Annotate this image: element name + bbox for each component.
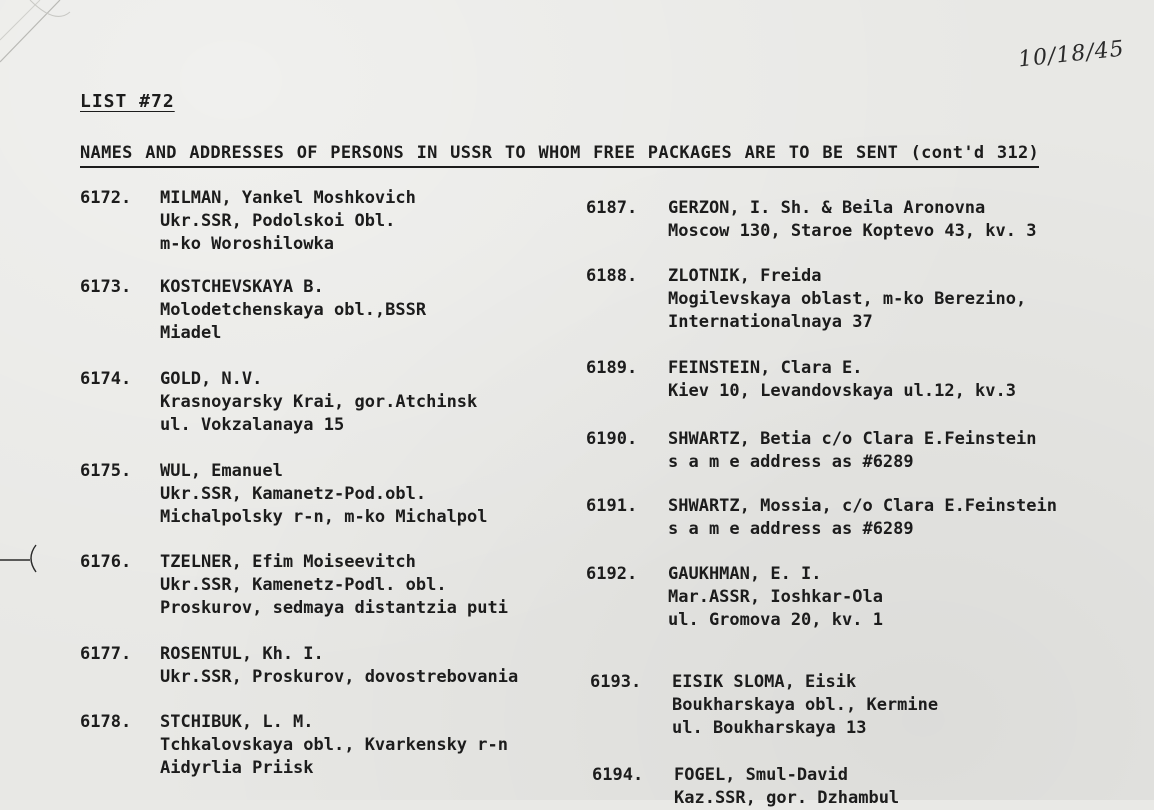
entry-address-line: Aidyrlia Priisk [160, 758, 314, 778]
entry-address-line: Ukr.SSR, Kamenetz-Podl. obl. [160, 575, 447, 595]
entry-address-line: Tchkalovskaya obl., Kvarkensky r-n [160, 735, 508, 755]
entry-number: 6193. [590, 672, 642, 692]
entry-name: EISIK SLOMA, Eisik [672, 672, 857, 692]
document-heading: NAMES AND ADDRESSES OF PERSONS IN USSR TO WHOM FREE PACKAGES ARE TO BE SENT (cont'd 312) [80, 143, 1039, 168]
entry-number: 6189. [586, 358, 638, 378]
entry-address-line: Molodetchenskaya obl.,BSSR [160, 300, 427, 320]
entry-address-line: s a m e address as #6289 [668, 452, 914, 472]
entry-number: 6192. [586, 564, 638, 584]
entry-number: 6188. [586, 266, 638, 286]
entry-address-line: Internationalnaya 37 [668, 312, 873, 332]
entry-address-line: Proskurov, sedmaya distantzia puti [160, 598, 508, 618]
entry-address-line: ul. Boukharskaya 13 [672, 718, 867, 738]
entry-name: SHWARTZ, Betia c/o Clara E.Feinstein [668, 429, 1037, 449]
entry-number: 6175. [80, 461, 132, 481]
entry-address-line: Ukr.SSR, Podolskoi Obl. [160, 211, 396, 231]
entry-number: 6178. [80, 712, 132, 732]
entry-number: 6190. [586, 429, 638, 449]
entry-number: 6194. [592, 765, 644, 785]
entry-name: GOLD, N.V. [160, 369, 263, 389]
entry-address-line: Boukharskaya obl., Kermine [672, 695, 939, 715]
entry-name: TZELNER, Efim Moiseevitch [160, 552, 416, 572]
list-number: LIST #72 [80, 91, 175, 112]
entry-address-line: Ukr.SSR, Kamanetz-Pod.obl. [160, 484, 427, 504]
entry-number: 6174. [80, 369, 132, 389]
margin-mark [0, 541, 40, 575]
entry-name: FEINSTEIN, Clara E. [668, 358, 863, 378]
entry-address-line: Krasnoyarsky Krai, gor.Atchinsk [160, 392, 478, 412]
entry-address-line: s a m e address as #6289 [668, 519, 914, 539]
entry-address-line: ul. Gromova 20, kv. 1 [668, 610, 883, 630]
entry-address-line: Michalpolsky r-n, m-ko Michalpol [160, 507, 488, 527]
entry-name: KOSTCHEVSKAYA B. [160, 277, 324, 297]
entry-name: STCHIBUK, L. M. [160, 712, 314, 732]
entry-name: GERZON, I. Sh. & Beila Aronovna [668, 198, 986, 218]
entry-name: GAUKHMAN, E. I. [668, 564, 822, 584]
entry-address-line: Moscow 130, Staroe Koptevo 43, kv. 3 [668, 221, 1037, 241]
entry-address-line: Kiev 10, Levandovskaya ul.12, kv.3 [668, 381, 1016, 401]
entry-address-line: Mogilevskaya oblast, m-ko Berezino, [668, 289, 1027, 309]
folded-corner-mark [0, 0, 120, 90]
entry-address-line: Kaz.SSR, gor. Dzhambul [674, 788, 900, 808]
entry-number: 6177. [80, 644, 132, 664]
entry-address-line: m-ko Woroshilowka [160, 234, 334, 254]
handwritten-date: 10/18/45 [1016, 36, 1126, 73]
entry-name: ROSENTUL, Kh. I. [160, 644, 324, 664]
entry-name: ZLOTNIK, Freida [668, 266, 822, 286]
entry-address-line: ul. Vokzalanaya 15 [160, 415, 345, 435]
entry-name: MILMAN, Yankel Moshkovich [160, 188, 416, 208]
entry-number: 6191. [586, 496, 638, 516]
entry-name: SHWARTZ, Mossia, c/o Clara E.Feinstein [668, 496, 1057, 516]
entry-name: WUL, Emanuel [160, 461, 283, 481]
entry-number: 6172. [80, 188, 132, 208]
entry-number: 6187. [586, 198, 638, 218]
entry-name: FOGEL, Smul-David [674, 765, 848, 785]
entry-number: 6173. [80, 277, 132, 297]
entry-address-line: Mar.ASSR, Ioshkar-Ola [668, 587, 883, 607]
entry-address-line: Miadel [160, 323, 222, 343]
entry-number: 6176. [80, 552, 132, 572]
entry-address-line: Ukr.SSR, Proskurov, dovostrebovania [160, 667, 519, 687]
